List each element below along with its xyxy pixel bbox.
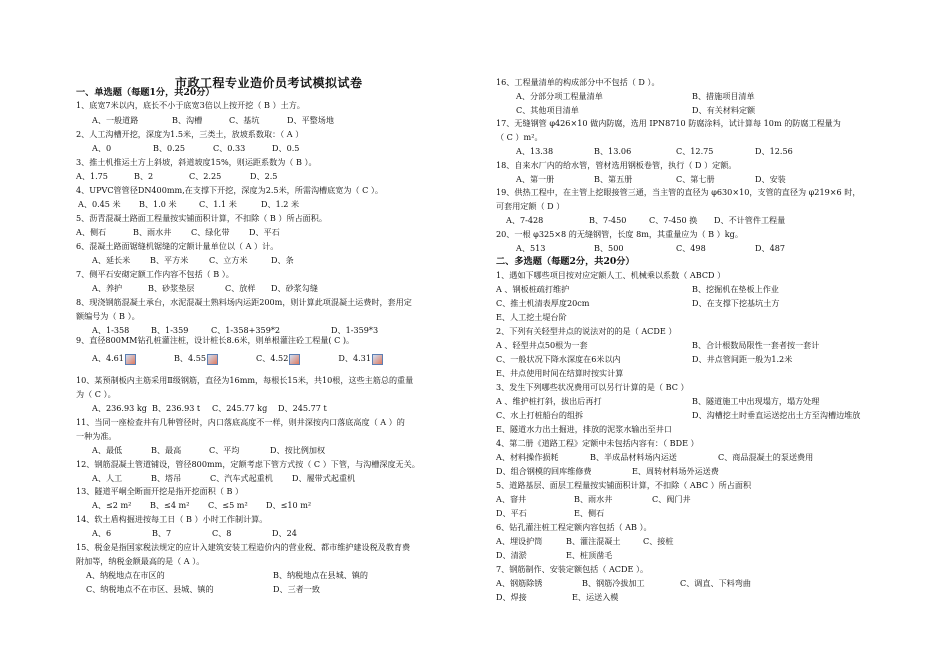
- question-7-options: [92, 282, 318, 296]
- question-10-line-1: 10、某预制板内主筋采用Ⅱ级钢筋，直径为16mm，每根长15米，共10根，这些主筋总的重量: [76, 375, 414, 385]
- option-text: D、有关材料定额: [692, 105, 756, 115]
- option-text: C、放样: [225, 283, 256, 293]
- option-text: D、0.5: [272, 143, 300, 153]
- question-15-options-row-2: [86, 583, 320, 597]
- question-16-options-row-1: [516, 90, 755, 104]
- option-text: A、0: [92, 143, 112, 153]
- option-text: C、8: [212, 528, 232, 538]
- multi-question-3-option-e: E、隧道水力出土掘进，排放的泥浆水输出至井口: [496, 424, 672, 434]
- option-text: B、砂浆垫层: [148, 283, 195, 293]
- option-text: D、井点管间距一般为1.2米: [692, 354, 793, 364]
- question-16-options-row-2: [516, 104, 755, 118]
- option-text: E、运送入模: [572, 592, 619, 602]
- question-19-line-1: 19、供热工程中，在主管上挖眼接管三通，当主管的直径为 φ630×10，支管的直径为 φ219×6 时，: [496, 187, 861, 197]
- question-14: 14、软土盾构掘进按每工日（ B ）小时工作制计算。: [76, 514, 268, 524]
- question-4: 4、UPVC管管径DN400mm,在支撑下开挖，深度为2.5米，所需沟槽底宽为（ C ）。: [76, 185, 383, 195]
- option-text: D、487: [755, 243, 786, 253]
- option-text: D、在支撑下挖基坑土方: [692, 298, 780, 308]
- question-1-options: [92, 114, 334, 128]
- question-15-line-1: 15、税金是指国家税法规定的应计入建筑安装工程造价内的营业税、都市维护建设税及教育费: [76, 542, 411, 552]
- question-19-line-2: 可套用定额（ D ）: [496, 201, 565, 211]
- option-text: A、材料操作损耗: [496, 452, 559, 462]
- option-text: D、三者一致: [273, 584, 320, 594]
- option-text: A、纳税地点在市区的: [86, 570, 165, 580]
- option-text: A、钢筋除锈: [496, 578, 543, 588]
- option-text: C、绿化带: [191, 227, 230, 237]
- question-5-options: [76, 226, 280, 240]
- question-5: 5、沥青混凝土路面工程量按实铺面积计算，不扣除（ B ）所占面积。: [76, 213, 327, 223]
- option-text: D、焊接: [496, 592, 527, 602]
- option-text: E、侧石: [574, 508, 605, 518]
- question-1: 1、底宽7米以内，底长不小于底宽3倍以上按开挖（ B ）土方。: [76, 100, 305, 110]
- option-text: A、7-428: [506, 215, 544, 225]
- option-text: E、桩顶凿毛: [566, 550, 613, 560]
- multi-question-3-options-row-2: [496, 409, 860, 423]
- option-text: D、清淤: [496, 550, 527, 560]
- section-heading-single-choice: 一、单选题（每题1分，共20分）: [76, 87, 215, 98]
- question-14-options: [92, 527, 297, 541]
- option-text: C、≤5 m²: [208, 500, 248, 510]
- option-text: B、500: [594, 243, 624, 253]
- multi-question-5-options-row-2: [496, 507, 604, 521]
- question-20-options: [516, 242, 785, 256]
- option-text: B、0.25: [153, 143, 186, 153]
- option-text: D、平石: [249, 227, 280, 237]
- option-text: A、窨井: [496, 494, 527, 504]
- option-text: C、0.33: [213, 143, 246, 153]
- option-text: C、4.52: [256, 353, 289, 363]
- option-text: B、半成品材料场内运送: [590, 452, 677, 462]
- option-text: C、其他项目清单: [516, 105, 579, 115]
- option-text: E、周转材料场外运送费: [632, 466, 719, 476]
- option-text: D、4.31: [338, 353, 371, 363]
- question-11-line-1: 11、当同一座检查井有几种管径时，内口落底高度不一样，则井深按内口落底高度（ A ）的: [76, 417, 405, 427]
- option-text: C、水上打桩船台的组拆: [496, 410, 584, 420]
- option-text: A、0.45 米: [78, 199, 121, 209]
- question-18: 18、自来水厂内的给水管，管材选用钢板卷管，执行（ D ）定额。: [496, 160, 737, 170]
- option-text: C、245.77 kg: [212, 403, 268, 413]
- option-text: D、1.2 米: [261, 199, 300, 209]
- option-text: B、≤4 m²: [150, 500, 190, 510]
- option-text: B、平方米: [150, 255, 189, 265]
- option-text: B、塔吊: [151, 473, 182, 483]
- option-text: B、钢筋冷拔加工: [582, 578, 645, 588]
- question-13: 13、隧道平峒全断面开挖是指开挖面积（ B ）: [76, 486, 244, 496]
- question-17-options: [516, 145, 793, 159]
- question-12-options: [92, 472, 355, 486]
- option-text: A 、维护桩打斜，拔出后再打: [496, 396, 602, 406]
- option-text: B、合计根数局限性一套者按一套计: [692, 340, 820, 350]
- multi-question-6: 6、钻孔灌注桩工程定额内容包括（ AB ）。: [496, 522, 652, 532]
- option-text: B、1-359: [151, 325, 189, 335]
- broken-image-icon: [372, 354, 383, 365]
- multi-question-2: 2、下列有关轻型井点的说法对的的是（ ACDE ）: [496, 326, 677, 336]
- option-text: C、2.25: [189, 171, 222, 181]
- option-text: C、推土机清表厚度20cm: [496, 298, 590, 308]
- option-text: B、措施项目清单: [692, 91, 755, 101]
- option-text: A、养护: [92, 283, 123, 293]
- option-text: A、一般道路: [92, 115, 139, 125]
- option-text: D、履带式起重机: [292, 473, 356, 483]
- question-12: 12、钢筋混凝土管道铺设，管径800mm，定额考虑下管方式按（ C ）下管，与沟槽深度无关。: [76, 459, 420, 469]
- option-text: B、隧道施工中出现塌方，塌方处理: [692, 396, 820, 406]
- question-9: 9、直径800MM钻孔桩灌注桩，设计桩长8.6米，则单根灌注砼工程量( C )。: [76, 335, 355, 345]
- multi-question-7-options-row-1: [496, 577, 751, 591]
- option-text: B、灌注混凝土: [566, 536, 621, 546]
- option-text: C、调直、下料弯曲: [680, 578, 751, 588]
- option-text: A、埋设护筒: [496, 536, 543, 546]
- option-text: A、侧石: [76, 227, 107, 237]
- option-text: A、6: [92, 528, 112, 538]
- option-text: C、第七册: [676, 174, 715, 184]
- option-text: A、513: [516, 243, 546, 253]
- option-text: C、阀门井: [652, 494, 691, 504]
- option-text: D、245.77 t: [278, 403, 327, 413]
- option-text: D、不计管件工程量: [714, 215, 786, 225]
- option-text: A、4.61: [92, 353, 124, 363]
- broken-image-icon: [207, 354, 218, 365]
- multi-question-4: 4、第二册《道路工程》定额中未包括内容有：（ BDE ）: [496, 438, 699, 448]
- question-10-line-2: 为（ C ）。: [76, 389, 116, 399]
- question-20: 20、一根 φ325×8 的无缝钢管，长度 8m，其重量应为（ B ）kg。: [496, 229, 743, 239]
- option-text: C、纳税地点不在市区、县城、镇的: [86, 584, 214, 594]
- option-text: B、第五册: [594, 174, 633, 184]
- question-2: 2、人工沟槽开挖，深度为1.5米，三类土，放坡系数取：（ A ）: [76, 129, 304, 139]
- question-6-options: [92, 254, 294, 268]
- multi-question-1-options-row-2: [496, 297, 779, 311]
- question-3: 3、推土机推运土方上斜坡，斜道坡度15%，则运距系数为（ B ）。: [76, 157, 317, 167]
- multi-question-5-options-row-1: [496, 493, 691, 507]
- option-text: B、沟槽: [172, 115, 203, 125]
- multi-question-2-options-row-1: [496, 339, 819, 353]
- option-text: D、平石: [496, 508, 527, 518]
- option-text: B、纳税地点在县城、镇的: [273, 570, 368, 580]
- option-text: D、沟槽挖土时垂直运送挖出土方至沟槽边堆放: [692, 410, 861, 420]
- option-text: A、人工: [92, 473, 123, 483]
- question-15-options-row-1: [86, 569, 368, 583]
- multi-question-6-options-row-2: [496, 549, 612, 563]
- broken-image-icon: [289, 354, 300, 365]
- option-text: D、安装: [755, 174, 786, 184]
- question-17-line-1: 17、无缝钢管 φ426×10 做内防腐，选用 IPN8710 防腐涂料，试计算每 10m 的防腐工程量为: [496, 118, 841, 128]
- option-text: B、挖掘机在垫板上作业: [692, 284, 779, 294]
- option-text: C、平均: [209, 445, 240, 455]
- question-13-options: [92, 499, 311, 513]
- multi-question-1-options-row-1: [496, 283, 779, 297]
- option-text: A、236.93 kg: [92, 403, 147, 413]
- question-17-line-2: （ C ）m²。: [496, 132, 543, 142]
- option-text: C、一般状况下降水深度在6米以内: [496, 354, 621, 364]
- question-18-options: [516, 173, 786, 187]
- option-text: D、≤10 m²: [266, 500, 312, 510]
- option-text: B、7: [152, 528, 172, 538]
- option-text: A、≤2 m²: [92, 500, 132, 510]
- multi-question-1: 1、遇如下哪些项目按对应定额人工、机械乘以系数（ ABCD ）: [496, 270, 726, 280]
- option-text: B、13.06: [594, 146, 632, 156]
- multi-question-1-option-e: E、人工挖土堤台阶: [496, 312, 567, 322]
- section-heading-multiple-choice: 二、多选题（每题2分，共20分）: [496, 256, 635, 267]
- question-6: 6、混凝土路面锯缝机锯缝的定额计量单位以（ A ）计。: [76, 241, 279, 251]
- option-text: C、12.75: [676, 146, 714, 156]
- option-text: C、立方米: [209, 255, 248, 265]
- option-text: B、4.55: [173, 353, 207, 363]
- multi-question-3-options-row-1: [496, 395, 819, 409]
- option-text: A、最低: [92, 445, 123, 455]
- option-text: D、平整场地: [287, 115, 334, 125]
- multi-question-5: 5、道路基层、面层工程量按实铺面积计算，不扣除（ ABC ）所占面积: [496, 480, 752, 490]
- option-text: C、基坑: [229, 115, 260, 125]
- option-text: B、雨水井: [574, 494, 613, 504]
- question-15-line-2: 附加等，纳税金额最高的是（ A ）。: [76, 556, 205, 566]
- option-text: C、1.1 米: [199, 199, 237, 209]
- option-text: D、12.56: [755, 146, 793, 156]
- multi-question-2-option-e: E、井点使用时间在结算时按实计算: [496, 368, 624, 378]
- question-8-line-2: 额编号为（ B ）。: [76, 311, 140, 321]
- option-text: C、商品混凝土的泵送费用: [718, 452, 814, 462]
- question-4-options: [78, 198, 299, 212]
- multi-question-4-options-row-1: [496, 451, 813, 465]
- option-text: A、1.75: [76, 171, 108, 181]
- option-text: D、按比例加权: [270, 445, 326, 455]
- option-text: B、2: [134, 171, 154, 181]
- option-text: D、1-359*3: [331, 325, 379, 335]
- multi-question-7: 7、钢筋制作、安装定额包括（ ACDE ）。: [496, 564, 649, 574]
- option-text: C、接桩: [643, 536, 674, 546]
- question-9-options: [92, 352, 421, 366]
- option-text: A、延长米: [92, 255, 131, 265]
- option-text: A、第一册: [516, 174, 555, 184]
- question-3-options: [76, 170, 277, 184]
- question-8-line-1: 8、现浇钢筋混凝土承台，水泥混凝土熟料场内运距200m，则计算此项混凝土运费时，套用定: [76, 297, 412, 307]
- multi-question-6-options-row-1: [496, 535, 673, 549]
- option-text: D、24: [272, 528, 297, 538]
- option-text: B、7-450: [589, 215, 627, 225]
- option-text: D、砂浆勾缝: [271, 283, 318, 293]
- option-text: A 、轻型井点50根为一套: [496, 340, 588, 350]
- option-text: C、1-358+359*2: [211, 325, 281, 335]
- option-text: B、最高: [151, 445, 182, 455]
- option-text: A、13.38: [516, 146, 554, 156]
- question-11-options: [92, 444, 325, 458]
- question-19-options: [506, 214, 785, 228]
- multi-question-2-options-row-2: [496, 353, 792, 367]
- option-text: A、1-358: [92, 325, 130, 335]
- option-text: B、1.0 米: [139, 199, 177, 209]
- question-16: 16、工程量清单的构成部分中不包括（ D ）。: [496, 77, 660, 87]
- option-text: B、雨水井: [133, 227, 172, 237]
- broken-image-icon: [125, 354, 136, 365]
- question-2-options: [92, 142, 299, 156]
- multi-question-7-options-row-2: [496, 591, 618, 605]
- option-text: C、汽车式起重机: [210, 473, 273, 483]
- question-11-line-2: 一种为准。: [76, 431, 117, 441]
- option-text: C、498: [676, 243, 706, 253]
- question-10-options: [92, 402, 327, 416]
- option-text: A 、钢板桩疏打维护: [496, 284, 570, 294]
- option-text: A、分部分项工程量清单: [516, 91, 603, 101]
- multi-question-4-options-row-2: [496, 465, 719, 479]
- option-text: D、2.5: [250, 171, 278, 181]
- question-7: 7、侧平石安砌定额工作内容不包括（ B ）。: [76, 269, 234, 279]
- page-title: 市政工程专业造价员考试模拟试卷: [175, 76, 363, 90]
- multi-question-3: 3、发生下列哪些状况费用可以另行计算的是（ BC ）: [496, 382, 689, 392]
- option-text: D、组合钢模的回库维修费: [496, 466, 592, 476]
- option-text: C、7-450 换: [649, 215, 698, 225]
- option-text: B、236.93 t: [152, 403, 201, 413]
- option-text: D、条: [271, 255, 294, 265]
